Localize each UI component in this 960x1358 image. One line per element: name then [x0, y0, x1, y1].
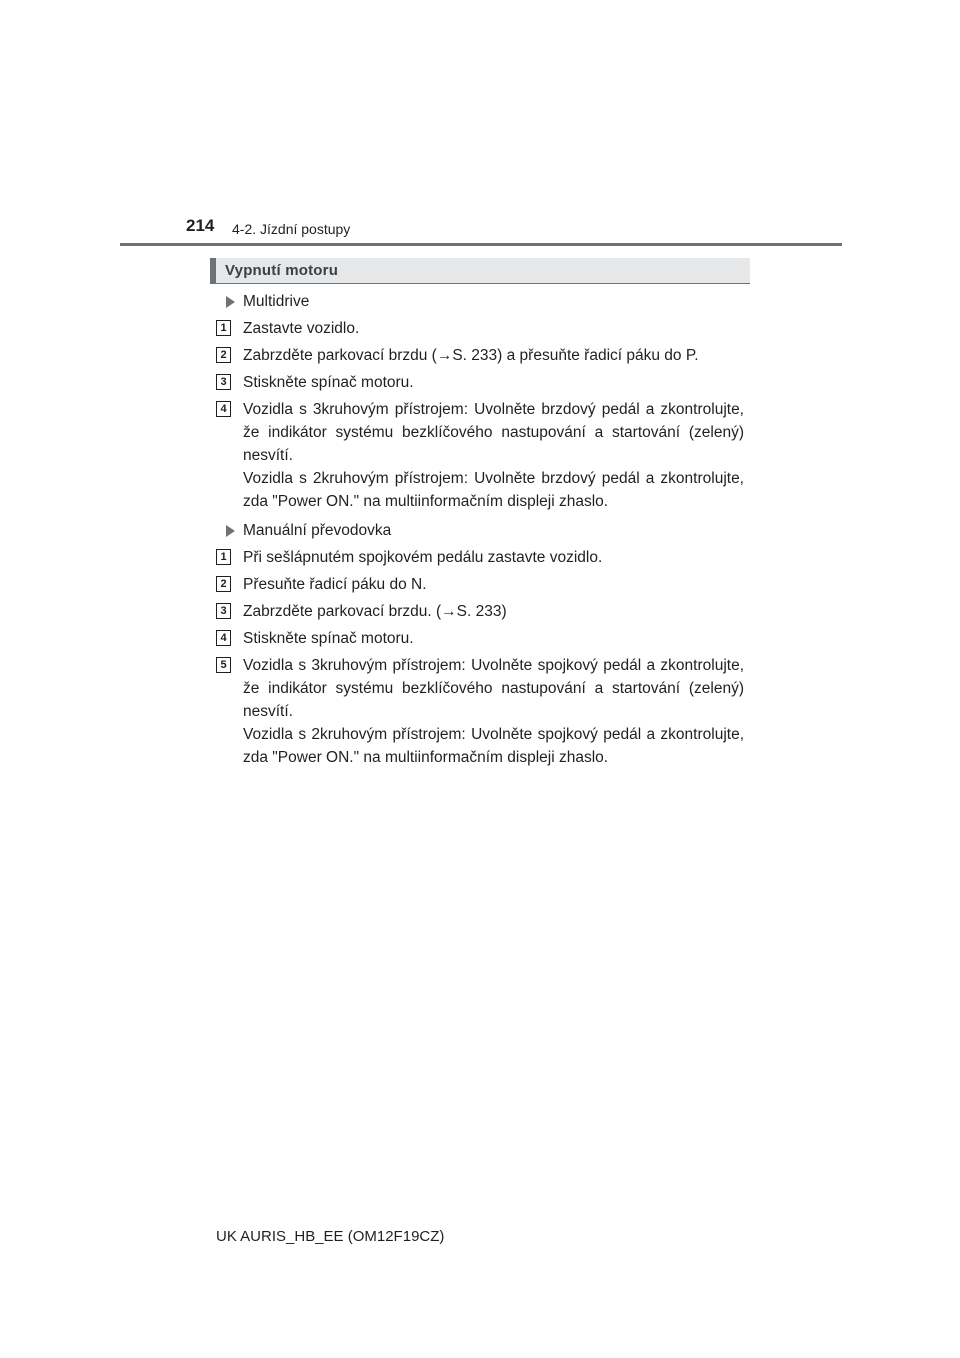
footer-document-code: UK AURIS_HB_EE (OM12F19CZ) [216, 1228, 445, 1245]
step-text: Vozidla s 3kruhovým přístrojem: Uvolněte brzdový pedál a zkontrolujte, že indikátor systému bezklíčového nastupování a startování (zelený) nesvítí. [243, 401, 744, 464]
step-text: Zastavte vozidlo. [243, 320, 360, 337]
section-heading-accent [210, 258, 216, 283]
subheading-label: Manuální převodovka [243, 522, 392, 539]
step-number: 2 [216, 347, 231, 363]
step-text-continued: Vozidla s 2kruhovým přístrojem: Uvolněte brzdový pedál a zkontrolujte, zda "Power ON." na multiinformačním displeji zhaslo. [243, 470, 744, 510]
step-item [216, 573, 744, 596]
page-number: 214 [186, 216, 215, 235]
subheading-manual [216, 519, 744, 542]
section-title: Vypnutí motoru [225, 262, 339, 279]
step-number: 5 [216, 657, 231, 673]
step-number: 3 [216, 374, 231, 390]
step-number: 2 [216, 576, 231, 592]
step-number: 3 [216, 603, 231, 619]
section-heading [210, 258, 750, 284]
triangle-bullet-icon [226, 525, 235, 537]
step-item [216, 546, 744, 569]
step-text: Při sešlápnutém spojkovém pedálu zastavte vozidlo. [243, 549, 603, 566]
step-item [216, 600, 744, 623]
subheading-label: Multidrive [243, 293, 310, 310]
step-number: 1 [216, 549, 231, 565]
step-number: 1 [216, 320, 231, 336]
step-item [216, 627, 744, 650]
step-text: Přesuňte řadicí páku do N. [243, 576, 427, 593]
section-content [216, 290, 744, 773]
chapter-title: 4-2. Jízdní postupy [232, 221, 351, 237]
step-text: Stiskněte spínač motoru. [243, 630, 414, 647]
step-text: Zabrzděte parkovací brzdu. (→S. 233) [243, 603, 507, 620]
step-item [216, 344, 744, 367]
triangle-bullet-icon [226, 296, 235, 308]
step-item [216, 398, 744, 513]
step-number: 4 [216, 401, 231, 417]
step-item [216, 371, 744, 394]
step-text: Vozidla s 3kruhovým přístrojem: Uvolněte spojkový pedál a zkontrolujte, že indikátor systému bezklíčového nastupování a startování (zelený) nesvítí. [243, 657, 744, 720]
step-number: 4 [216, 630, 231, 646]
step-text-continued: Vozidla s 2kruhovým přístrojem: Uvolněte spojkový pedál a zkontrolujte, zda "Power ON." na multiinformačním displeji zhaslo. [243, 726, 744, 766]
step-text: Zabrzděte parkovací brzdu (→S. 233) a přesuňte řadicí páku do P. [243, 347, 699, 364]
subheading-multidrive [216, 290, 744, 313]
step-item [216, 317, 744, 340]
header-divider [120, 243, 842, 246]
step-text: Stiskněte spínač motoru. [243, 374, 414, 391]
step-item [216, 654, 744, 769]
